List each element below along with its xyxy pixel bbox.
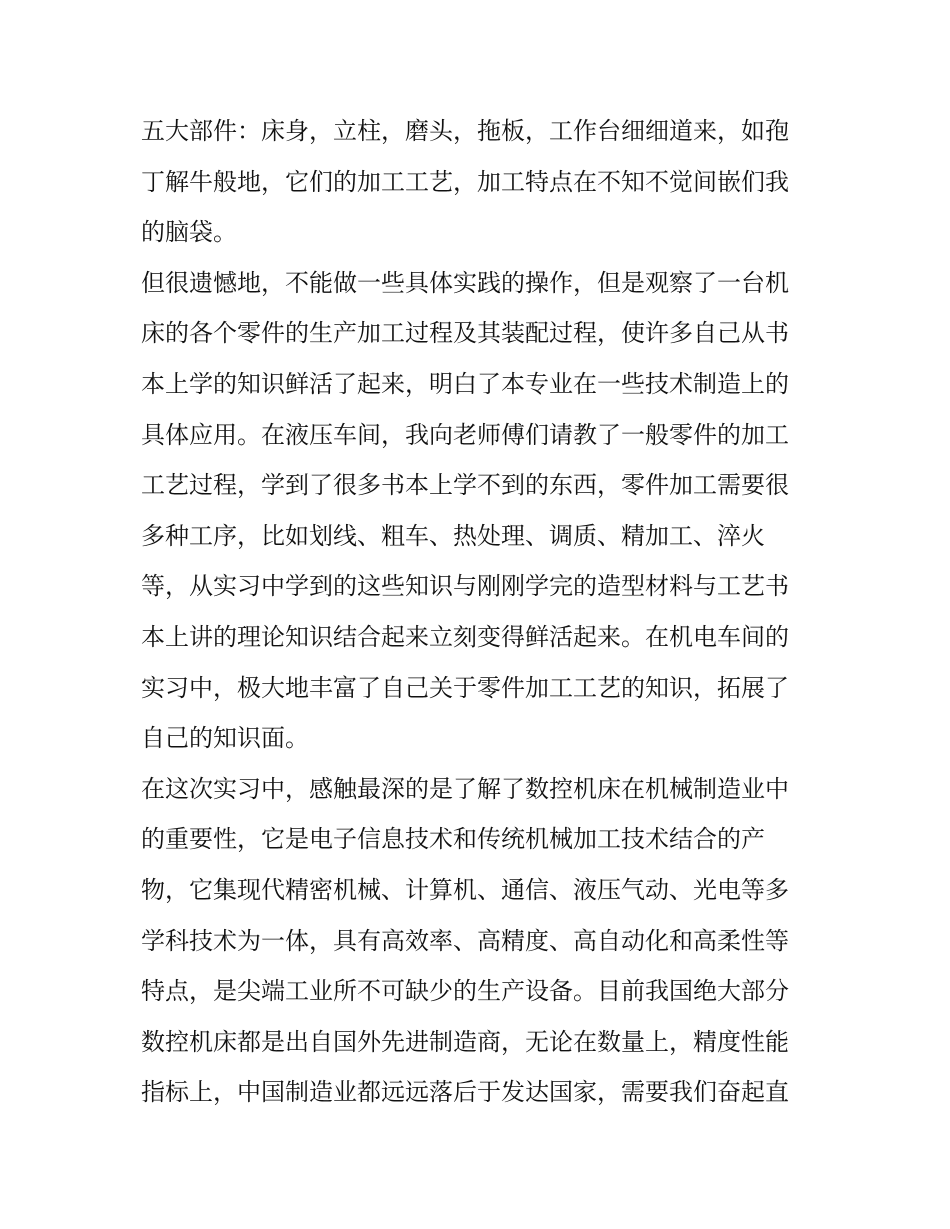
text-line: 但很遗憾地，不能做一些具体实践的操作，但是观察了一台机 (141, 268, 789, 297)
text-line: 的脑袋。 (141, 218, 237, 247)
text-line: 指标上，中国制造业都远远落后于发达国家，需要我们奋起直 (141, 1078, 789, 1107)
text-line: 学科技术为一体，具有高效率、高精度、高自动化和高柔性等 (141, 926, 789, 955)
text-line: 本上讲的理论知识结合起来立刻变得鲜活起来。在机电车间的 (141, 622, 789, 651)
text-line: 本上学的知识鲜活了起来，明白了本专业在一些技术制造上的 (141, 369, 789, 398)
body-text (141, 106, 813, 1118)
text-line: 工艺过程，学到了很多书本上学不到的东西，零件加工需要很 (141, 471, 789, 500)
text-line: 丁解牛般地，它们的加工工艺，加工特点在不知不觉间嵌们我 (141, 167, 789, 196)
text-line: 等，从实习中学到的这些知识与刚刚学完的造型材料与工艺书 (141, 572, 789, 601)
text-line: 实习中，极大地丰富了自己关于零件加工工艺的知识，拓展了 (141, 673, 789, 702)
text-line: 数控机床都是出自国外先进制造商，无论在数量上，精度性能 (141, 1027, 789, 1056)
text-line: 物，它集现代精密机械、计算机、通信、液压气动、光电等多 (141, 875, 789, 904)
text-line: 具体应用。在液压车间，我向老师傅们请教了一般零件的加工 (141, 420, 789, 449)
text-line: 特点，是尖端工业所不可缺少的生产设备。目前我国绝大部分 (141, 977, 789, 1006)
text-line: 在这次实习中，感触最深的是了解了数控机床在机械制造业中 (141, 774, 789, 803)
text-line: 自己的知识面。 (141, 724, 309, 753)
text-line: 的重要性，它是电子信息技术和传统机械加工技术结合的产 (141, 825, 765, 854)
text-line: 床的各个零件的生产加工过程及其装配过程，使许多自己从书 (141, 319, 789, 348)
text-line: 多种工序，比如划线、粗车、热处理、调质、精加工、淬火 (141, 521, 765, 550)
text-line: 五大部件：床身，立柱，磨头，拖板，工作台细细道来，如孢 (141, 117, 789, 145)
